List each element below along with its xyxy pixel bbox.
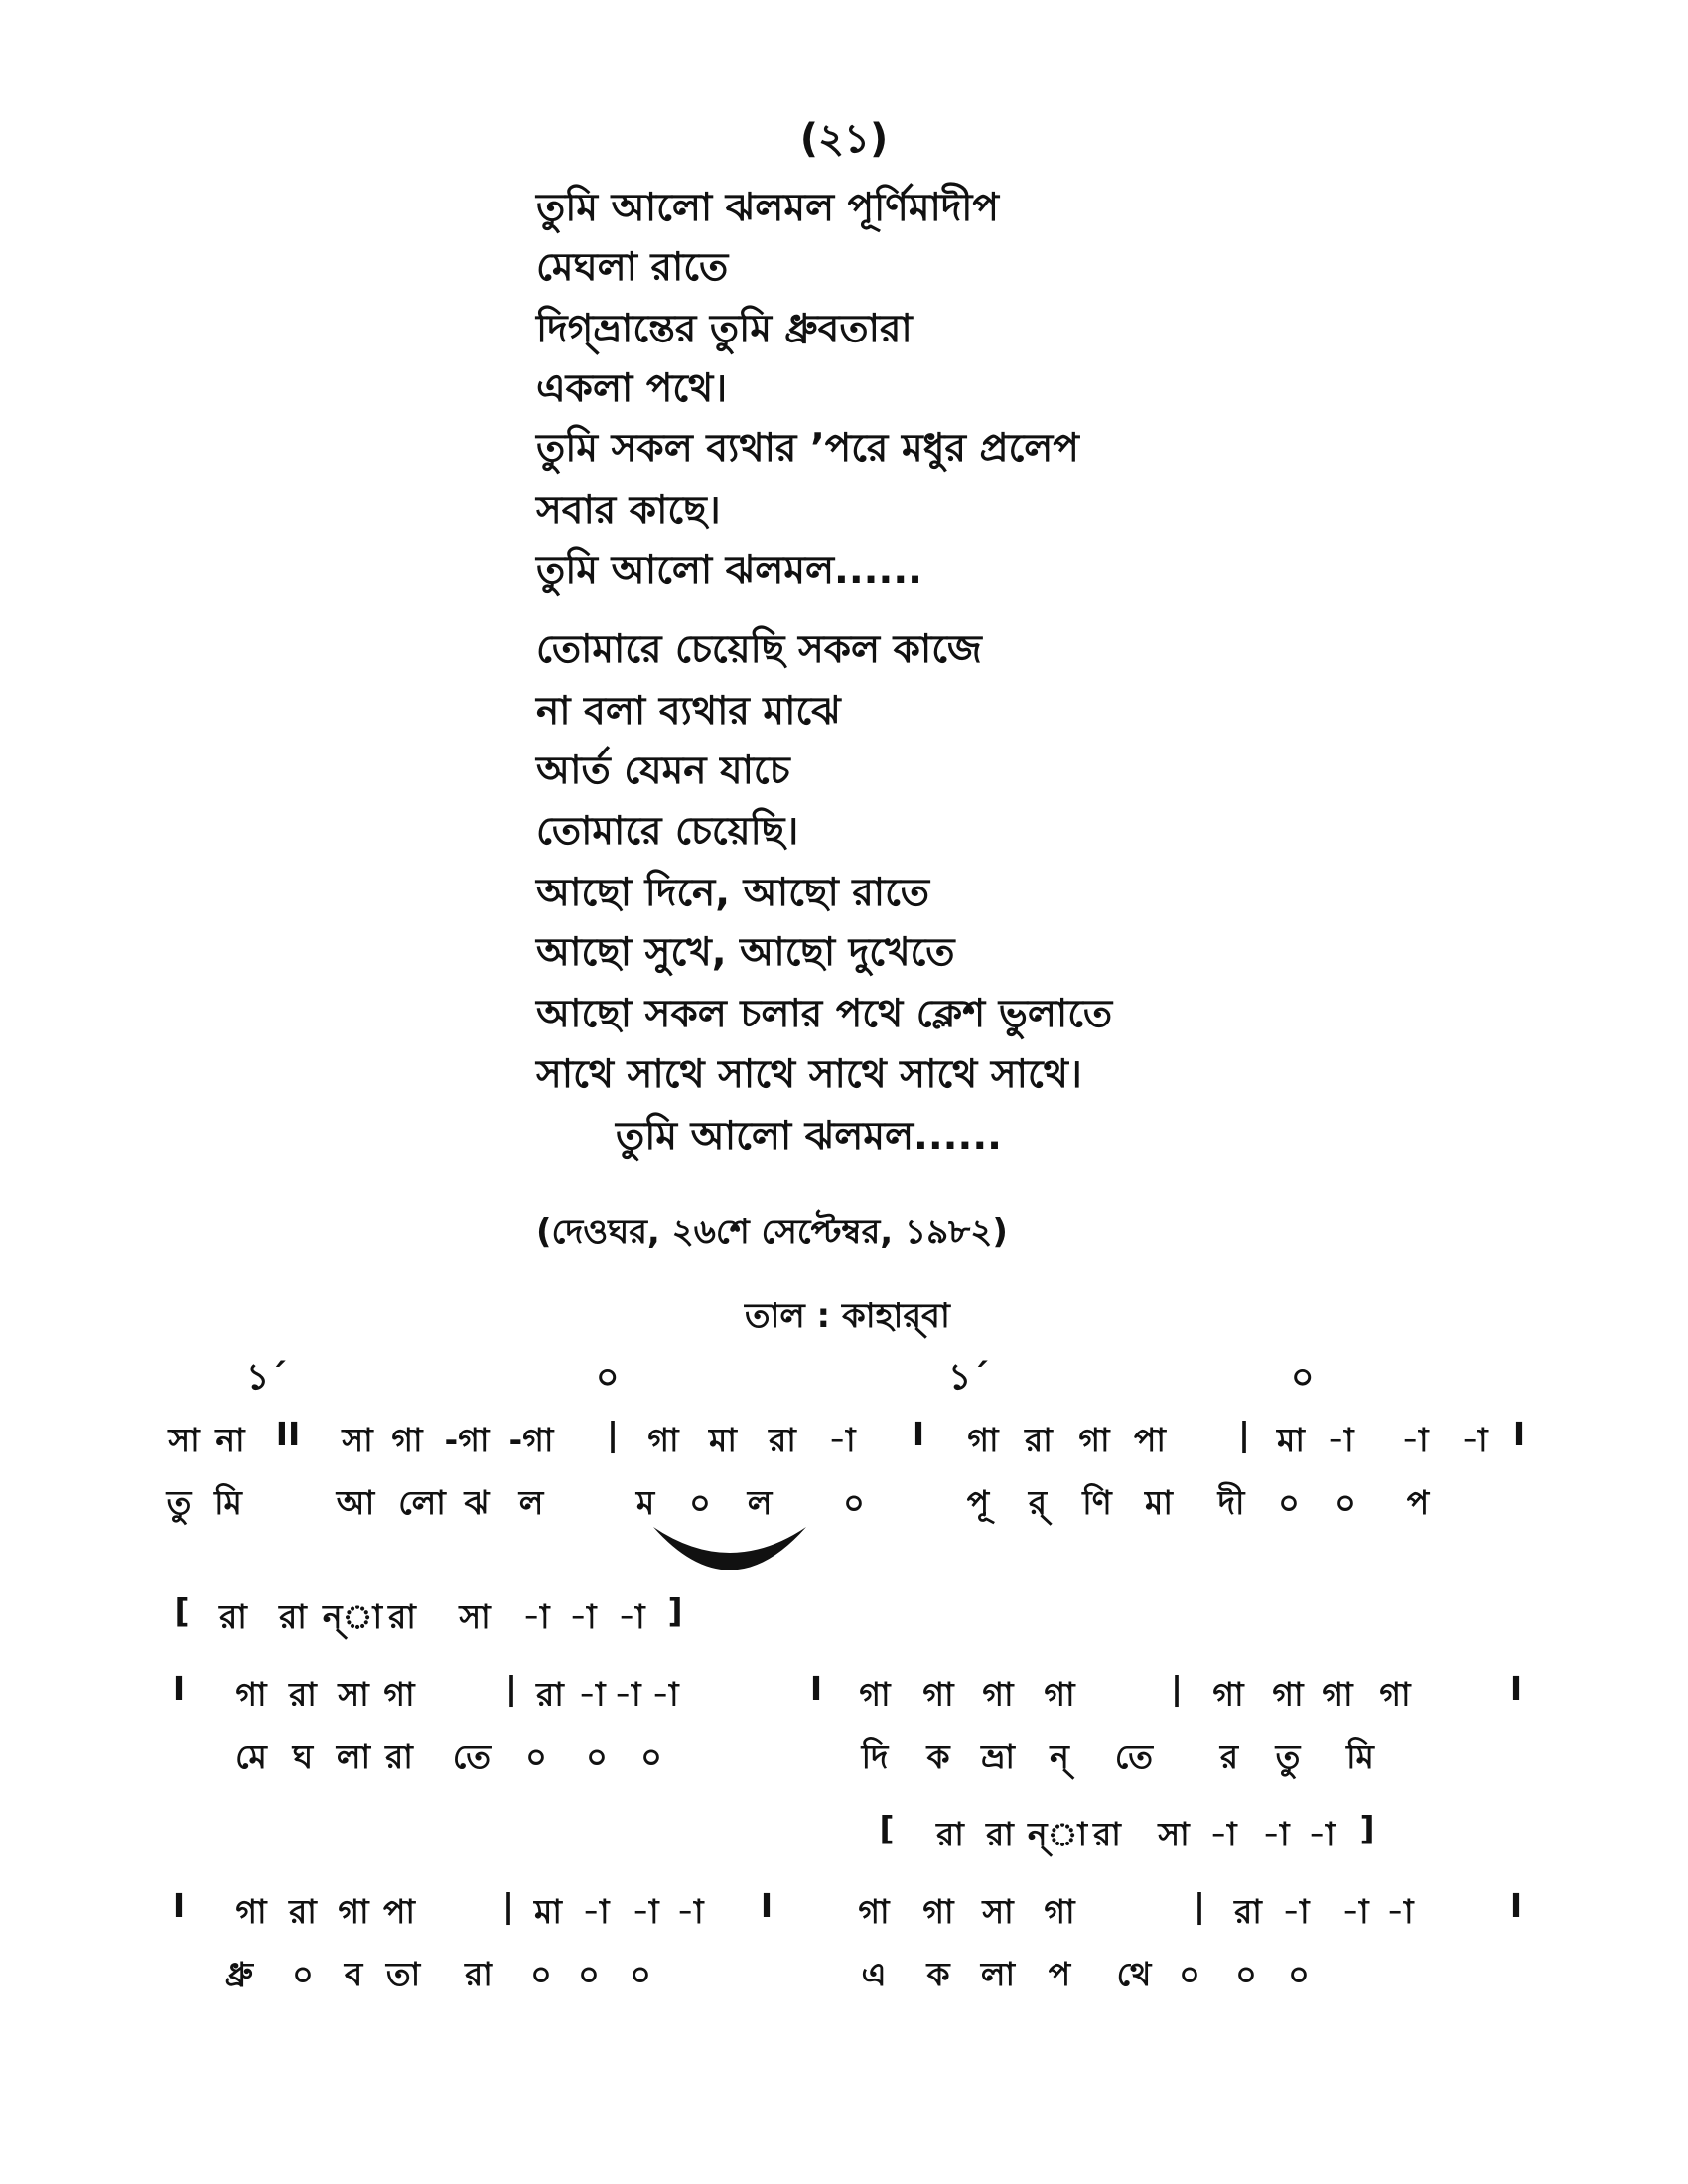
swara-note: -া	[1308, 1815, 1336, 1853]
lyric-syllable: ০	[1179, 1955, 1200, 1993]
lyric-syllable: মি	[214, 1483, 242, 1522]
lyric-syllable: ন্	[1050, 1737, 1069, 1776]
swara-note: |	[606, 1415, 620, 1453]
lyric-syllable: ল	[518, 1483, 544, 1522]
lyric-syllable: এ	[861, 1955, 887, 1993]
swara-note: I	[172, 1886, 186, 1925]
swara-note: I	[1509, 1669, 1523, 1707]
verse-line: না বলা ব্যথার মাঝে	[536, 689, 841, 734]
lyric-syllable: প	[1406, 1483, 1430, 1522]
swara-note: ন্‌া	[322, 1597, 383, 1636]
swara-note: রা	[388, 1597, 416, 1636]
swara-note: গা	[967, 1421, 999, 1459]
swara-note: সা	[338, 1675, 369, 1713]
swara-note: -া	[569, 1597, 597, 1636]
verse-line: দিগ্‌ভ্রান্তের তুমি ধ্রুবতারা	[536, 307, 913, 351]
lyric-syllable: তু	[1275, 1737, 1301, 1776]
swara-note: রা	[536, 1675, 564, 1713]
lyric-syllable: ০	[292, 1955, 314, 1993]
swara-note: মা	[534, 1892, 562, 1931]
verse-line: সবার কাছে।	[536, 488, 721, 533]
lyric-syllable: লো	[398, 1483, 446, 1522]
lyric-syllable: ০	[843, 1483, 865, 1522]
swara-note: গা	[1044, 1675, 1075, 1713]
swara-note: রা	[279, 1597, 307, 1636]
swara-note: [	[879, 1809, 895, 1847]
swara-note: গা	[1322, 1675, 1353, 1713]
swara-note: গা	[858, 1892, 890, 1931]
swara-note: -গা	[444, 1421, 490, 1459]
lyric-syllable: লা	[980, 1955, 1016, 1993]
swara-note: গা	[338, 1892, 369, 1931]
swara-note: [	[174, 1591, 190, 1630]
beat-mark: ১´	[246, 1357, 288, 1398]
lyric-syllable: ০	[640, 1737, 662, 1776]
swara-note: গা	[235, 1675, 267, 1713]
lyric-syllable: ভ্রা	[981, 1737, 1015, 1776]
swara-note: গা	[235, 1892, 267, 1931]
page-number: (২১)	[799, 116, 889, 162]
swara-note: -া	[1262, 1815, 1290, 1853]
swara-note: মা	[1277, 1421, 1305, 1459]
lyric-syllable: থে	[1116, 1955, 1152, 1993]
swara-note: -া	[1386, 1892, 1414, 1931]
swara-note: গা	[1379, 1675, 1411, 1713]
swara-note: রা	[289, 1675, 317, 1713]
lyric-syllable: মি	[1346, 1737, 1374, 1776]
swara-note: -া	[1401, 1421, 1429, 1459]
verse-line: মেঘলা রাতে	[536, 245, 729, 290]
swara-note: -া	[828, 1421, 856, 1459]
verse-line: আছো দিনে, আছো রাতে	[536, 871, 930, 915]
lyric-syllable: আ	[336, 1483, 375, 1522]
beat-mark: ০	[1291, 1357, 1315, 1398]
swara-note: -া	[1327, 1421, 1354, 1459]
swara-note: I	[172, 1669, 186, 1707]
swara-note: ন্‌া	[1027, 1815, 1088, 1853]
lyric-syllable: মে	[235, 1737, 267, 1776]
lyric-syllable: মা	[1145, 1483, 1173, 1522]
swara-note: গা	[1212, 1675, 1244, 1713]
swara-note: -া	[632, 1892, 659, 1931]
swara-note: সা	[1158, 1815, 1190, 1853]
swara-note: সা	[982, 1892, 1014, 1931]
swara-note: গা	[1272, 1675, 1304, 1713]
swara-note: -া	[1461, 1421, 1488, 1459]
lyric-syllable: ০	[630, 1955, 651, 1993]
lyric-syllable: ০	[689, 1483, 711, 1522]
swara-note: রা	[1234, 1892, 1262, 1931]
swara-note: ]	[667, 1591, 683, 1630]
swara-note: -া	[578, 1675, 606, 1713]
lyric-syllable: তে	[452, 1737, 492, 1776]
swara-note: রা	[1025, 1421, 1053, 1459]
verse-line: তোমারে চেয়েছি সকল কাজে	[536, 627, 982, 672]
dateline: (দেওঘর, ২৬শে সেপ্টেম্বর, ১৯৮২)	[536, 1212, 1008, 1252]
slur-mark	[645, 1519, 814, 1588]
taal-label: তাল : কাহার্‌বা	[745, 1297, 950, 1336]
swara-note: পা	[1134, 1421, 1166, 1459]
verse-line: তুমি আলো ঝলমল......	[616, 1114, 1002, 1159]
swara-note: |	[1193, 1886, 1206, 1925]
swara-note: -া	[651, 1675, 679, 1713]
lyric-syllable: ক	[926, 1737, 950, 1776]
swara-note: মা	[709, 1421, 737, 1459]
verse-line: আছো সকল চলার পথে ক্লেশ ভুলাতে	[536, 992, 1113, 1036]
lyric-syllable: ০	[1278, 1483, 1300, 1522]
lyric-syllable: ল	[747, 1483, 773, 1522]
swara-note: -া	[676, 1892, 704, 1931]
swara-note: রা	[219, 1597, 247, 1636]
lyric-syllable: ক	[926, 1955, 950, 1993]
verse-line: তোমারে চেয়েছি।	[536, 809, 799, 854]
swara-note: I	[809, 1669, 823, 1707]
swara-note: -া	[1341, 1892, 1369, 1931]
swara-note: I	[1509, 1886, 1523, 1925]
swara-note: I	[1512, 1415, 1526, 1453]
swara-note: -া	[522, 1597, 550, 1636]
swara-note: |	[501, 1886, 515, 1925]
swara-note: -া	[614, 1675, 641, 1713]
swara-note: রা	[986, 1815, 1014, 1853]
verse-line: আর্ত যেমন যাচে	[536, 749, 790, 793]
swara-note: ]	[1359, 1809, 1375, 1847]
swara-note: -া	[1209, 1815, 1237, 1853]
lyric-syllable: ০	[1288, 1955, 1310, 1993]
swara-note: গা	[922, 1892, 954, 1931]
lyric-syllable: রা	[385, 1737, 413, 1776]
lyric-syllable: ০	[586, 1737, 608, 1776]
beat-mark: ১´	[948, 1357, 990, 1398]
swara-note: -গা	[508, 1421, 554, 1459]
swara-note: রা	[289, 1892, 317, 1931]
lyric-syllable: দী	[1217, 1483, 1245, 1522]
swara-note: |	[504, 1669, 518, 1707]
swara-note: I	[912, 1415, 925, 1453]
lyric-syllable: ব	[344, 1955, 363, 1993]
swara-note: II	[275, 1415, 301, 1453]
swara-note: গা	[647, 1421, 679, 1459]
swara-note: গা	[391, 1421, 423, 1459]
lyric-syllable: লা	[336, 1737, 371, 1776]
swara-note: |	[1170, 1669, 1184, 1707]
lyric-syllable: ০	[578, 1955, 600, 1993]
lyric-syllable: তা	[385, 1955, 421, 1993]
beat-mark: ০	[596, 1357, 620, 1398]
verse-line: তুমি আলো ঝলমল পূর্ণিমাদীপ	[536, 186, 999, 230]
swara-note: |	[1237, 1415, 1251, 1453]
verse-line: একলা পথে।	[536, 366, 728, 411]
lyric-syllable: পূ	[966, 1483, 990, 1522]
lyric-syllable: ০	[1235, 1955, 1257, 1993]
swara-note: -া	[618, 1597, 645, 1636]
lyric-syllable: ০	[530, 1955, 552, 1993]
swara-note: রা	[769, 1421, 796, 1459]
lyric-syllable: ০	[1335, 1483, 1356, 1522]
swara-note: গা	[1078, 1421, 1110, 1459]
swara-note: -া	[582, 1892, 610, 1931]
verse-line: তুমি আলো ঝলমল......	[536, 548, 922, 593]
verse-line: তুমি সকল ব্যথার ’পরে মধুর প্রলেপ	[536, 426, 1079, 471]
swara-note: সা	[459, 1597, 491, 1636]
swara-note: I	[760, 1886, 774, 1925]
swara-note: -া	[1282, 1892, 1310, 1931]
lyric-syllable: রা	[465, 1955, 492, 1993]
lyric-syllable: ম	[635, 1483, 655, 1522]
swara-note: পা	[383, 1892, 415, 1931]
lyric-syllable: র	[1219, 1737, 1239, 1776]
swara-note: গা	[982, 1675, 1014, 1713]
swara-note: গা	[1044, 1892, 1075, 1931]
swara-note: গা	[859, 1675, 891, 1713]
lyric-syllable: ঘ	[292, 1737, 314, 1776]
swara-note: না	[215, 1421, 245, 1459]
swara-note: রা	[1093, 1815, 1121, 1853]
lyric-syllable: ধ্রু	[224, 1955, 254, 1993]
lyric-syllable: ণি	[1082, 1483, 1112, 1522]
lyric-syllable: র্	[1028, 1483, 1048, 1522]
verse-line: আছো সুখে, আছো দুখেতে	[536, 930, 955, 975]
lyric-syllable: ঝ	[464, 1483, 490, 1522]
swara-note: রা	[936, 1815, 964, 1853]
swara-note: গা	[922, 1675, 954, 1713]
lyric-syllable: তু	[166, 1483, 192, 1522]
verse-line: সাথে সাথে সাথে সাথে সাথে সাথে।	[536, 1052, 1082, 1097]
swara-note: সা	[168, 1421, 200, 1459]
swara-note: গা	[383, 1675, 415, 1713]
lyric-syllable: ০	[525, 1737, 547, 1776]
swara-note: সা	[342, 1421, 373, 1459]
lyric-syllable: দি	[861, 1737, 889, 1776]
lyric-syllable: প	[1048, 1955, 1071, 1993]
lyric-syllable: তে	[1114, 1737, 1154, 1776]
